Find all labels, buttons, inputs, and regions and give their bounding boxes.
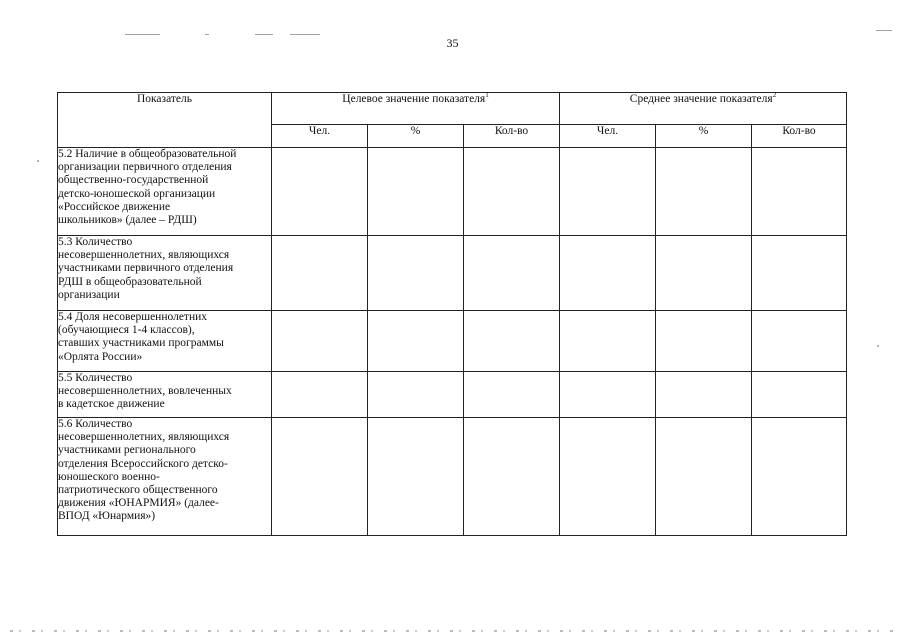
value-cell bbox=[752, 418, 847, 536]
target-value-label: Целевое значение показателя bbox=[342, 93, 486, 105]
value-cell bbox=[560, 148, 656, 236]
indicator-column-header bbox=[58, 93, 272, 148]
value-cell bbox=[752, 236, 847, 311]
target-value-group-header bbox=[272, 93, 560, 125]
indicator-cell: 5.2 Наличие в общеобразовательной организации первичного отделения общественно-государственной детско-юношеской организации «Российское движение школьников» (далее – РДШ) bbox=[58, 148, 272, 236]
value-cell bbox=[368, 236, 464, 311]
scan-artifact-line bbox=[876, 30, 892, 31]
subheader-count: Кол-во bbox=[464, 125, 560, 148]
table-row bbox=[58, 311, 847, 372]
value-cell bbox=[464, 418, 560, 536]
value-cell bbox=[656, 418, 752, 536]
value-cell bbox=[272, 418, 368, 536]
value-cell bbox=[560, 236, 656, 311]
value-cell bbox=[368, 311, 464, 372]
value-cell bbox=[656, 372, 752, 418]
value-cell bbox=[368, 418, 464, 536]
subheader-count: Кол-во bbox=[752, 125, 847, 148]
table-header-row bbox=[58, 93, 847, 125]
average-value-label: Среднее значение показателя bbox=[629, 93, 773, 105]
value-cell bbox=[272, 311, 368, 372]
page-number: 35 bbox=[446, 36, 459, 50]
value-cell bbox=[752, 148, 847, 236]
value-cell bbox=[272, 148, 368, 236]
scan-artifact-line bbox=[125, 34, 160, 35]
subheader-percent: % bbox=[656, 125, 752, 148]
value-cell bbox=[752, 311, 847, 372]
value-cell bbox=[368, 372, 464, 418]
value-cell bbox=[560, 418, 656, 536]
value-cell bbox=[656, 148, 752, 236]
indicator-cell: 5.4 Доля несовершеннолетних (обучающиеся 1-4 классов), ставших участниками программы «Орлята России» bbox=[58, 311, 272, 372]
subheader-percent: % bbox=[368, 125, 464, 148]
subheader-people: Чел. bbox=[272, 125, 368, 148]
scan-artifact-bottom-edge bbox=[10, 630, 895, 632]
table-row bbox=[58, 372, 847, 418]
value-cell bbox=[752, 372, 847, 418]
value-cell bbox=[464, 236, 560, 311]
scan-artifact-dot bbox=[37, 160, 39, 162]
indicator-cell: 5.5 Количество несовершеннолетних, вовлеченных в кадетское движение bbox=[58, 372, 272, 418]
table-row bbox=[58, 236, 847, 311]
footnote-marker: 1 bbox=[485, 91, 489, 100]
value-cell bbox=[560, 372, 656, 418]
table-row bbox=[58, 418, 847, 536]
value-cell bbox=[656, 236, 752, 311]
value-cell bbox=[368, 148, 464, 236]
indicator-cell: 5.6 Количество несовершеннолетних, являющихся участниками регионального отделения Всероссийского детско- юношеского военно- патриотического общественного движения «ЮНАРМИЯ» (далее- ВПОД «Юнармия») bbox=[58, 418, 272, 536]
indicator-header-label: Показатель bbox=[136, 93, 193, 105]
table-row bbox=[58, 148, 847, 236]
value-cell bbox=[464, 372, 560, 418]
scan-artifact-line bbox=[290, 34, 320, 35]
value-cell bbox=[272, 372, 368, 418]
indicators-table bbox=[57, 92, 847, 536]
value-cell bbox=[656, 311, 752, 372]
scan-artifact-line bbox=[255, 34, 273, 35]
average-value-group-header bbox=[560, 93, 847, 125]
footnote-marker: 2 bbox=[772, 91, 777, 100]
value-cell bbox=[464, 148, 560, 236]
value-cell bbox=[272, 236, 368, 311]
scan-artifact-dot bbox=[877, 345, 879, 347]
indicator-cell: 5.3 Количество несовершеннолетних, являющихся участниками первичного отделения РДШ в общеобразовательной организации bbox=[58, 236, 272, 311]
value-cell bbox=[560, 311, 656, 372]
value-cell bbox=[464, 311, 560, 372]
scan-artifact-line bbox=[205, 34, 209, 35]
subheader-people: Чел. bbox=[560, 125, 656, 148]
